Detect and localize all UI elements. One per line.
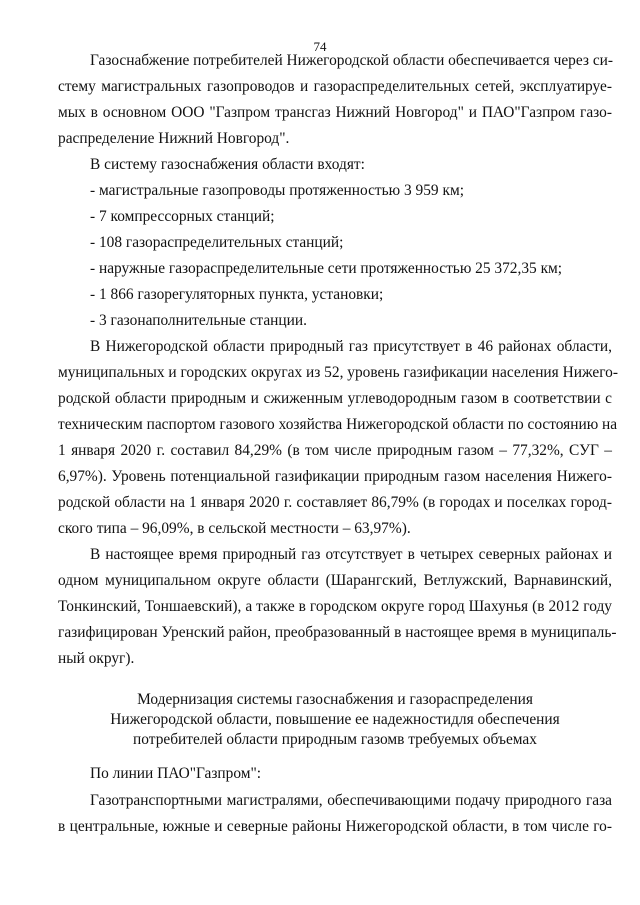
heading-line: потребителей области природным газомв требуемых объемах [133, 731, 537, 748]
text-line: мых в основном ООО "Газпром трансгаз Нижний Новгород" и ПАО"Газпром газо- [58, 104, 612, 121]
list-item: - 3 газонаполнительные станции. [90, 312, 307, 329]
list-item: - 108 газораспределительных станций; [90, 234, 344, 251]
text-line: стему магистральных газопроводов и газораспределительных сетей, эксплуатируе- [58, 78, 612, 95]
paragraph-gazprom-line: По линии ПАО"Газпром": [90, 765, 262, 782]
text-line: газифицирован Уренский район, преобразованный в настоящее время в муниципаль- [58, 624, 617, 641]
text-line: родской области природным и сжиженным углеводородным газом в соответствии с [58, 390, 612, 407]
text-line: техническим паспортом газового хозяйства Нижегородской области по состоянию на [58, 416, 618, 433]
text-line: 6,97%). Уровень потенциальной газификации природным газом населения Нижего- [58, 468, 612, 485]
text-line: ный округ). [58, 650, 135, 667]
text-line: В настоящее время природный газ отсутствует в четырех северных районах и [90, 546, 612, 563]
list-item: - 7 компрессорных станций; [90, 208, 275, 225]
text-line: В Нижегородской области природный газ присутствует в 46 районах области, [90, 338, 612, 355]
text-line: одном муниципальном округе области (Шарангский, Ветлужский, Варнавинский, [58, 572, 612, 589]
list-item: - магистральные газопроводы протяженностью 3 959 км; [90, 182, 464, 199]
text-line: ского типа – 96,09%, в сельской местности – 63,97%). [58, 520, 411, 537]
paragraph-system-intro: В систему газоснабжения области входят: [90, 156, 365, 173]
heading-line: Нижегородской области, повышение ее надежностидля обеспечения [110, 711, 560, 728]
text-line: Газотранспортными магистралями, обеспечивающими подачу природного газа [90, 792, 612, 809]
list-item: - 1 866 газорегуляторных пункта, установки; [90, 286, 384, 303]
page-number: 74 [313, 39, 327, 54]
text-line: Газоснабжение потребителей Нижегородской области обеспечивается через си- [90, 52, 614, 69]
heading-line: Модернизация системы газоснабжения и газораспределения [137, 691, 533, 708]
text-line: муниципальных и городских округах из 52, уровень газификации населения Нижего- [58, 364, 618, 381]
text-line: в центральные, южные и северные районы Нижегородской области, в том числе го- [58, 818, 612, 835]
list-item: - наружные газораспределительные сети протяженностью 25 372,35 км; [90, 260, 563, 277]
text-line: распределение Нижний Новгород". [58, 130, 290, 147]
text-line: родской области на 1 января 2020 г. составляет 86,79% (в городах и поселках город- [58, 494, 612, 511]
text-line: Тонкинский, Тоншаевский), а также в городском округе город Шахунья (в 2012 году [58, 598, 612, 615]
text-line: 1 января 2020 г. составил 84,29% (в том числе природным газом – 77,32%, СУГ – [58, 442, 612, 459]
